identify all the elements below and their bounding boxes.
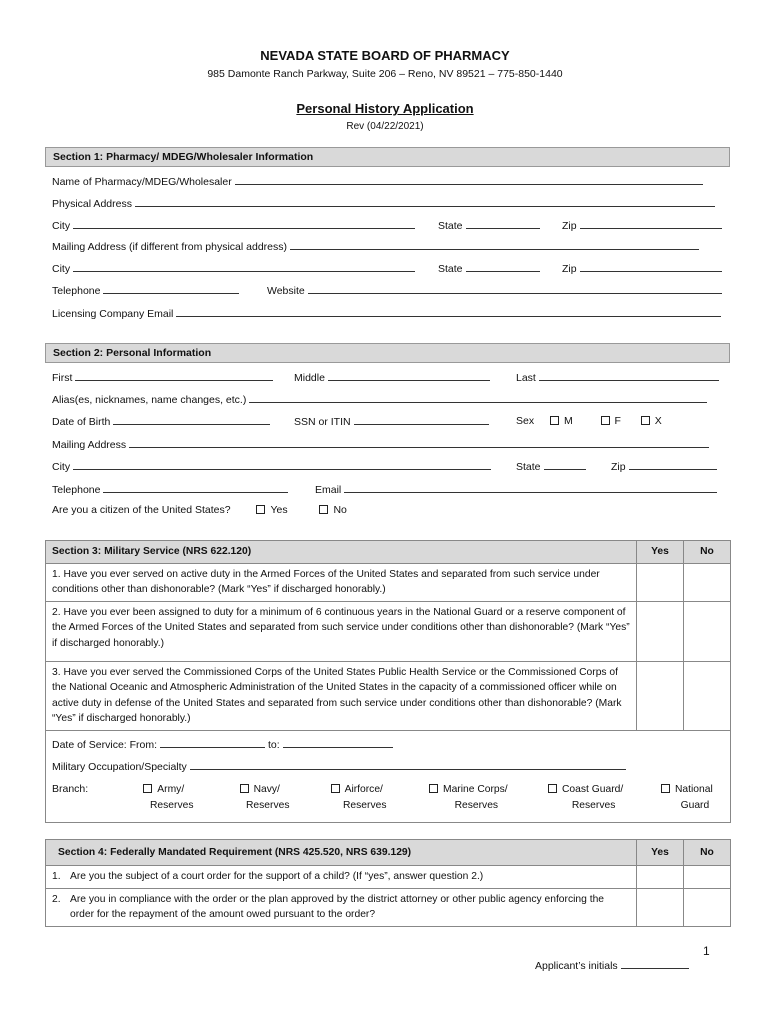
personal-telephone-row <box>52 482 288 496</box>
military-question-1: 1. Have you ever served on active duty in the Armed Forces of the United States and separated from such service under conditions other than dishonorable? (Mark “Yes” if discharged honorably.) <box>46 563 637 601</box>
website-row <box>267 283 722 297</box>
citizen-yes-label: Yes <box>270 504 288 516</box>
telephone-label: Telephone <box>52 285 101 297</box>
applicant-initials-field[interactable] <box>621 958 689 969</box>
personal-mailing-row <box>52 437 709 451</box>
applicant-initials-row <box>535 958 689 972</box>
org-title: NEVADA STATE BOARD OF PHARMACY <box>260 48 510 63</box>
s4-q2-number: 2. <box>46 888 65 926</box>
personal-state-field[interactable] <box>544 459 586 470</box>
mailing-address-row <box>52 239 699 253</box>
personal-mailing-field[interactable] <box>129 437 709 448</box>
s4-question-2: Are you in compliance with the order or the plan approved by the district attorney or other public agency enforcing the order for the repayment of the amount owed pursuant to the order? <box>64 888 637 926</box>
branch-marines-checkbox[interactable] <box>429 784 438 793</box>
zip-label: Zip <box>562 220 577 232</box>
personal-city-label: City <box>52 461 71 473</box>
branch-navy-label-2: Reserves <box>246 799 290 811</box>
zip-label: Zip <box>562 263 577 275</box>
branch-navy <box>230 782 290 814</box>
applicant-initials-label: Applicant’s initials <box>535 960 618 972</box>
table-row <box>46 888 731 926</box>
sex-x-checkbox[interactable] <box>641 416 650 425</box>
personal-zip-field[interactable] <box>629 459 717 470</box>
date-from-label: Date of Service: From: <box>52 738 158 751</box>
branch-label: Branch: <box>52 782 89 795</box>
branch-airforce-label-2: Reserves <box>343 799 387 811</box>
personal-email-field[interactable] <box>344 482 717 493</box>
personal-city-row <box>52 459 491 473</box>
s4-yes-header: Yes <box>637 840 684 866</box>
branch-marines-label-2: Reserves <box>454 799 499 811</box>
branch-army-checkbox[interactable] <box>143 784 152 793</box>
personal-city-field[interactable] <box>73 459 491 470</box>
sex-f-checkbox[interactable] <box>601 416 610 425</box>
dob-row <box>52 414 270 428</box>
citizen-label: Are you a citizen of the United States? <box>52 504 231 516</box>
occupation-label: Military Occupation/Specialty <box>52 760 187 773</box>
personal-state-label: State <box>516 461 541 473</box>
branch-coast-guard-checkbox[interactable] <box>548 784 557 793</box>
middle-name-row <box>294 370 490 384</box>
s4-q2-yes-cell[interactable] <box>637 888 684 926</box>
branch-navy-checkbox[interactable] <box>240 784 249 793</box>
city-label: City <box>52 220 71 232</box>
no-column-header: No <box>684 541 731 564</box>
personal-mailing-label: Mailing Address <box>52 439 127 451</box>
s4-q1-yes-cell[interactable] <box>637 866 684 889</box>
branch-marines <box>429 782 508 814</box>
pharmacy-name-field[interactable] <box>235 174 703 185</box>
branch-army <box>134 782 194 814</box>
pharmacy-name-label: Name of Pharmacy/MDEG/Wholesaler <box>52 176 232 188</box>
alias-label: Alias(es, nicknames, name changes, etc.) <box>52 394 247 406</box>
sex-m-label: M <box>563 415 573 427</box>
branch-airforce-label: Airforce/ <box>344 783 383 795</box>
date-from-field[interactable] <box>160 737 265 748</box>
table-row <box>46 601 731 661</box>
personal-zip-label: Zip <box>611 461 626 473</box>
s4-question-1: Are you the subject of a court order for the support of a child? (If “yes”, answer question 2.) <box>64 866 637 889</box>
personal-telephone-label: Telephone <box>52 484 101 496</box>
branch-airforce <box>327 782 387 814</box>
q2-no-cell[interactable] <box>684 601 731 661</box>
citizen-no-checkbox[interactable] <box>319 505 328 514</box>
branch-national-guard-label: National <box>675 783 713 795</box>
alias-field[interactable] <box>249 392 707 403</box>
mailing-address-label: Mailing Address (if different from physical address) <box>52 241 287 253</box>
licensing-email-field[interactable] <box>176 306 721 317</box>
pharmacy-name-row <box>52 174 703 188</box>
s4-no-header: No <box>684 840 731 866</box>
middle-name-label: Middle <box>294 372 325 384</box>
city-row-1 <box>52 218 415 232</box>
website-label: Website <box>267 285 305 297</box>
branch-national-guard-checkbox[interactable] <box>661 784 670 793</box>
last-name-row <box>516 370 719 384</box>
sex-m-checkbox[interactable] <box>550 416 559 425</box>
mailing-city-field[interactable] <box>73 261 415 272</box>
sex-x-label: X <box>654 415 662 427</box>
section3-header: Section 3: Military Service (NRS 622.120) <box>46 541 637 564</box>
branch-coast-guard <box>548 782 623 814</box>
q1-no-cell[interactable] <box>684 563 731 601</box>
military-service-table <box>45 540 731 823</box>
dob-field[interactable] <box>113 414 270 425</box>
dob-label: Date of Birth <box>52 416 111 428</box>
military-question-3: 3. Have you ever served the Commissioned Corps of the United States Public Health Service or the Commissioned Corps of the National Oceanic and Atmospheric Administration of the United States in the capacity of a commissioned officer while on active duty in defense of the United States and separated from such service under conditions other than dishonorable? (Mark “Yes” if discharged honorably.) <box>46 661 637 730</box>
state-label: State <box>438 220 463 232</box>
city-field[interactable] <box>73 218 415 229</box>
table-row <box>46 661 731 730</box>
sex-f-label: F <box>614 415 621 427</box>
website-field[interactable] <box>308 283 722 294</box>
section4-header: Section 4: Federally Mandated Requirement (NRS 425.520, NRS 639.129) <box>46 840 637 866</box>
physical-address-label: Physical Address <box>52 198 132 210</box>
mailing-address-field[interactable] <box>290 239 699 250</box>
ssn-label: SSN or ITIN <box>294 416 351 428</box>
zip-row-2 <box>562 261 722 275</box>
physical-address-field[interactable] <box>135 196 715 207</box>
city-label: City <box>52 263 71 275</box>
occupation-field[interactable] <box>190 759 626 770</box>
personal-telephone-field[interactable] <box>103 482 288 493</box>
last-name-label: Last <box>516 372 536 384</box>
section2-header: Section 2: Personal Information <box>45 343 730 363</box>
table-row <box>46 563 731 601</box>
ssn-row <box>294 414 489 428</box>
city-row-2 <box>52 261 415 275</box>
sex-label: Sex <box>516 415 535 427</box>
first-name-row <box>52 370 273 384</box>
zip-field[interactable] <box>580 218 722 229</box>
date-to-field[interactable] <box>283 737 393 748</box>
military-question-2: 2. Have you ever been assigned to duty for a minimum of 6 continuous years in the National Guard or a reserve component of the Armed Forces of the United States and separated from such service under conditions other than dishonorable? (Mark “Yes” if discharged honorably.) <box>46 601 637 661</box>
table-row <box>46 866 731 889</box>
sex-row <box>516 415 662 427</box>
s4-q1-number: 1. <box>46 866 65 889</box>
branch-coast-guard-label: Coast Guard/ <box>562 783 624 795</box>
personal-email-row <box>315 482 717 496</box>
branch-army-label: Army/ <box>157 783 185 795</box>
s4-q1-no-cell[interactable] <box>684 866 731 889</box>
date-to-label: to: <box>267 738 280 751</box>
org-address: 985 Damonte Ranch Parkway, Suite 206 – Reno, NV 89521 – 775-850-1440 <box>207 68 563 80</box>
physical-address-row <box>52 196 715 210</box>
state-label: State <box>438 263 463 275</box>
zip-row-1 <box>562 218 722 232</box>
citizen-yes-checkbox[interactable] <box>256 505 265 514</box>
first-name-label: First <box>52 372 73 384</box>
mailing-zip-field[interactable] <box>580 261 722 272</box>
q2-yes-cell[interactable] <box>637 601 684 661</box>
personal-email-label: Email <box>315 484 342 496</box>
federal-requirement-table <box>45 839 731 927</box>
telephone-row <box>52 283 239 297</box>
branch-airforce-checkbox[interactable] <box>331 784 340 793</box>
yes-column-header: Yes <box>637 541 684 564</box>
telephone-field[interactable] <box>103 283 239 294</box>
citizen-row <box>52 504 347 516</box>
branch-national-guard-label-2: Guard <box>680 799 710 811</box>
personal-zip-row <box>611 459 717 473</box>
citizen-no-label: No <box>333 504 347 516</box>
branch-coast-guard-label-2: Reserves <box>571 799 616 811</box>
form-title: Personal History Application <box>296 101 474 116</box>
s4-q2-no-cell[interactable] <box>684 888 731 926</box>
branch-navy-label: Navy/ <box>253 783 280 795</box>
date-of-service-row <box>52 737 393 754</box>
service-details-cell <box>46 730 731 822</box>
occupation-row <box>52 759 626 776</box>
q1-yes-cell[interactable] <box>637 563 684 601</box>
q3-no-cell[interactable] <box>684 661 731 730</box>
page-number: 1 <box>703 944 710 958</box>
section1-header: Section 1: Pharmacy/ MDEG/Wholesaler Information <box>45 147 730 167</box>
licensing-email-label: Licensing Company Email <box>52 308 174 320</box>
state-row-2 <box>438 261 540 275</box>
first-name-field[interactable] <box>75 370 273 381</box>
form-revision: Rev (04/22/2021) <box>346 121 424 132</box>
last-name-field[interactable] <box>539 370 719 381</box>
licensing-email-row <box>52 306 721 320</box>
branch-national-guard <box>661 782 713 814</box>
mailing-state-field[interactable] <box>466 261 540 272</box>
state-row-1 <box>438 218 540 232</box>
q3-yes-cell[interactable] <box>637 661 684 730</box>
state-field[interactable] <box>466 218 540 229</box>
branch-army-label-2: Reserves <box>150 799 194 811</box>
personal-state-row <box>516 459 586 473</box>
alias-row <box>52 392 707 406</box>
ssn-field[interactable] <box>354 414 489 425</box>
middle-name-field[interactable] <box>328 370 490 381</box>
branch-marines-label: Marine Corps/ <box>443 783 508 795</box>
